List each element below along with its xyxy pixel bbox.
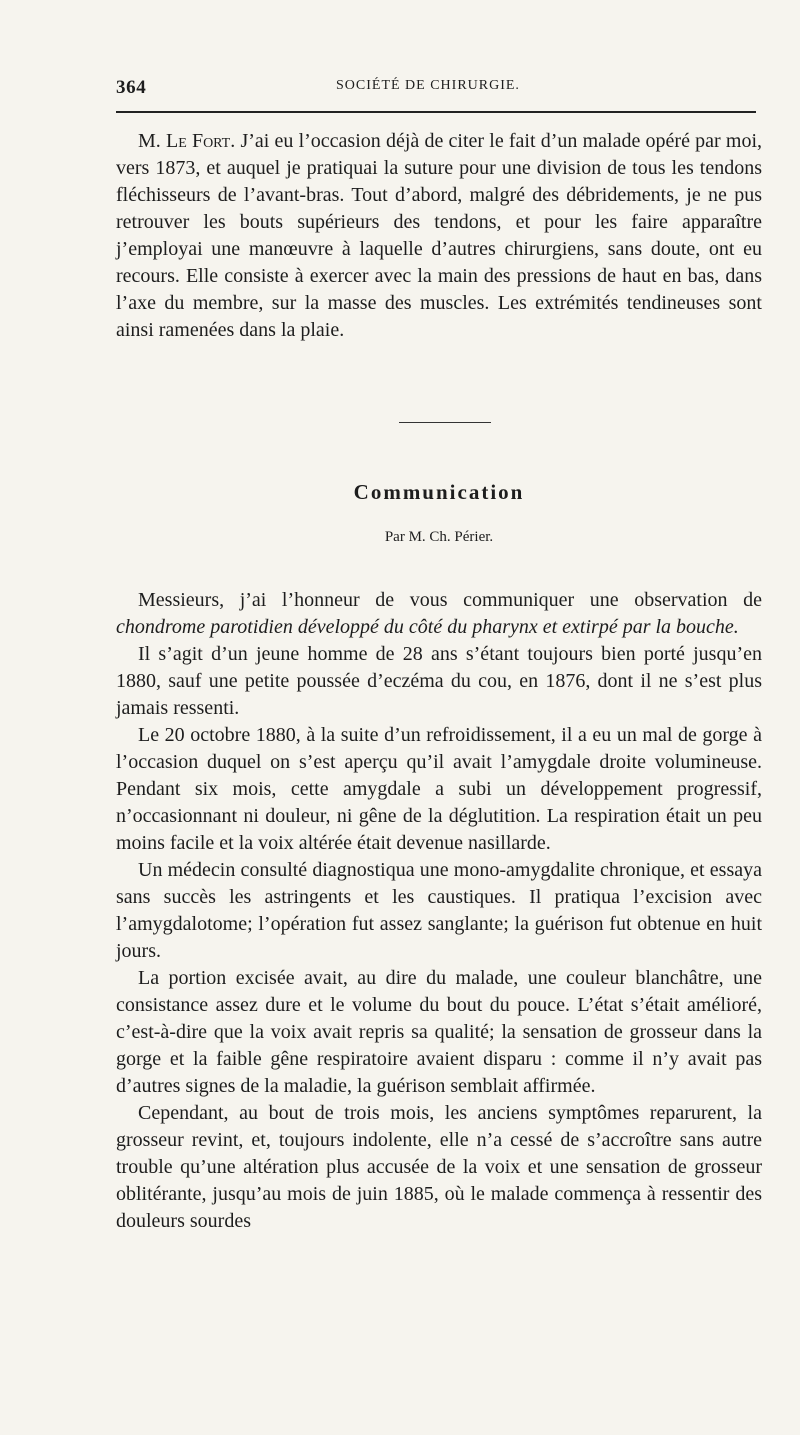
- author-byline: Par M. Ch. Périer.: [384, 529, 494, 545]
- paragraph-1: [116, 587, 762, 641]
- paragraph-1-text: Messieurs, j’ai l’honneur de vous communiquer une observation de: [138, 589, 762, 611]
- document-page: [116, 74, 762, 1232]
- section-separator: [399, 422, 491, 423]
- communication-body: [116, 587, 762, 1235]
- header-rule: [116, 111, 756, 113]
- running-head: [116, 74, 762, 102]
- intro-text: J’ai eu l’occasion déjà de citer le fait d’un malade opéré par moi, vers 1873, et auquel je pratiquai la suture pour une division de tous les tendons fléchisseurs de l’avant-bras. Tout d’abord, malgré des débridements, je ne pus retrouver les bouts supérieurs des tendons, et pour les faire apparaître j’employai une manœuvre à laquelle d’autres chirurgiens, sans doute, ont eu recours. Elle consiste à exercer avec la main des pressions de haut en bas, dans l’axe du membre, sur la masse des muscles. Les extrémités tendineuses sont ainsi ramenées dans la plaie.: [116, 130, 762, 341]
- intro-block: [116, 128, 762, 344]
- speaker-name: M. Le Fort.: [138, 130, 236, 152]
- paragraph-4: Un médecin consulté diagnostiqua une mono-amygdalite chronique, et essaya sans succès les astringents et les caustiques. Il pratiqua l’excision avec l’amygdalotome; l’opération fut assez sanglante; la guérison fut obtenue en huit jours.: [116, 859, 762, 962]
- paragraph-1-title: chondrome parotidien développé du côté du pharynx et extirpé par la bouche.: [116, 616, 739, 638]
- paragraph-3: Le 20 octobre 1880, à la suite d’un refroidissement, il a eu un mal de gorge à l’occasion duquel on s’est aperçu qu’il avait l’amygdale droite volumineuse. Pendant six mois, cette amygdale a subi un développement progressif, n’occasionnant ni douleur, ni gêne de la déglutition. La respiration était un peu moins facile et la voix altérée était devenue nasillarde.: [116, 724, 762, 854]
- paragraph-2: Il s’agit d’un jeune homme de 28 ans s’étant toujours bien porté jusqu’en 1880, sauf une petite poussée d’eczéma du cou, en 1876, dont il ne s’est plus jamais ressenti.: [116, 643, 762, 719]
- intro-paragraph: [116, 128, 762, 344]
- page-number: 364: [116, 77, 147, 98]
- running-title: SOCIÉTÉ DE CHIRURGIE.: [336, 78, 520, 93]
- section-heading: Communication: [353, 480, 525, 504]
- paragraph-5: La portion excisée avait, au dire du malade, une couleur blanchâtre, une consistance assez dure et le volume du bout du pouce. L’état s’était amélioré, c’est-à-dire que la voix avait repris sa qualité; la sensation de grosseur dans la gorge et la faible gêne respiratoire avaient disparu : comme il n’y avait pas d’autres signes de la maladie, la guérison semblait affirmée.: [116, 967, 762, 1097]
- paragraph-6: Cependant, au bout de trois mois, les anciens symptômes reparurent, la grosseur revint, et, toujours indolente, elle n’a cessé de s’accroître sans autre trouble qu’une altération plus accusée de la voix et une sensation de grosseur oblitérante, jusqu’au mois de juin 1885, où le malade commença à ressentir des douleurs sourdes: [116, 1102, 762, 1232]
